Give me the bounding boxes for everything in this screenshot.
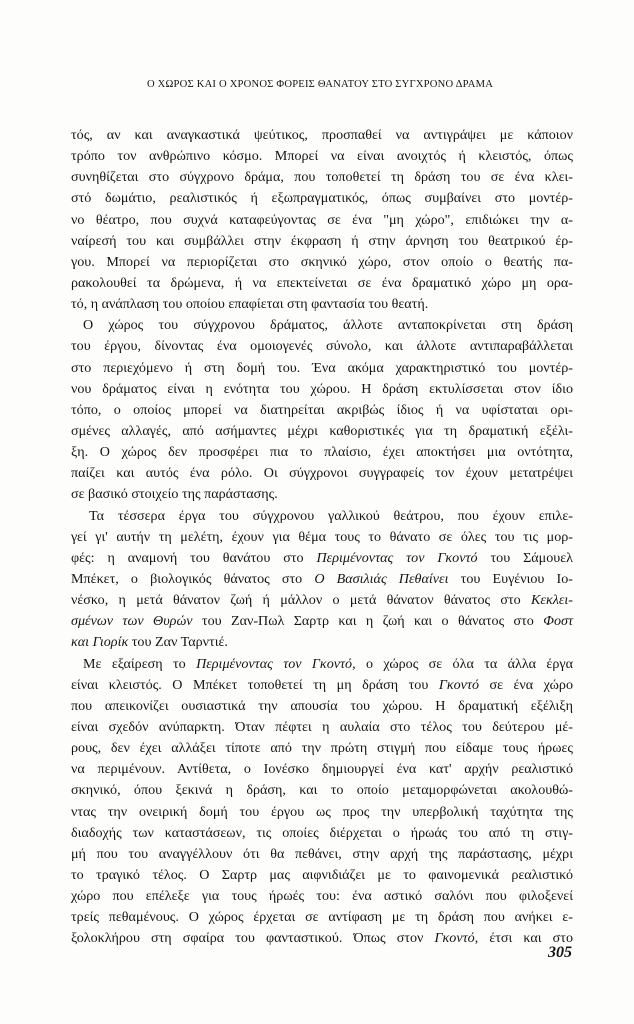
text-segment: του Ευγένιου Ιο- bbox=[448, 570, 573, 587]
text-line bbox=[71, 802, 573, 823]
text-line bbox=[71, 675, 573, 696]
text-segment: στό δωμάτιο, ρεαλιστικός ή εξωπραγματικός, όπως συμβαίνει στο μοντέρ- bbox=[71, 190, 573, 207]
text-line bbox=[71, 886, 573, 907]
text-line bbox=[71, 315, 573, 336]
text-segment: ρους, δεν έχει αλλάξει τίποτε από την πρώτη στιγμή που είδαμε τους ήρωες bbox=[71, 740, 573, 757]
text-line bbox=[71, 400, 573, 421]
text-line bbox=[71, 527, 573, 548]
text-segment: , ο χώρος σε όλα τα άλλα έργα bbox=[352, 655, 573, 672]
page-number: 305 bbox=[548, 944, 572, 961]
text-line bbox=[71, 125, 573, 146]
text-line bbox=[71, 907, 573, 928]
text-line bbox=[71, 548, 573, 569]
text-line bbox=[71, 463, 573, 484]
text-line bbox=[71, 632, 573, 653]
text-segment: , έτσι και στο bbox=[474, 930, 573, 947]
text-line bbox=[71, 590, 573, 611]
text-line bbox=[71, 421, 573, 442]
text-segment: είναι κλειστός. Ο Μπέκετ τοποθετεί τη μη δράση του bbox=[71, 676, 439, 693]
text-segment: σκηνικό, όπου ξεκινά η δράση, και το οποίο μεταμορφώνεται ακολουθώ- bbox=[71, 782, 573, 799]
text-line bbox=[71, 167, 573, 188]
text-segment: ντας την ονειρική δομή του έργου ως προς την υπερβολική ταχύτητα της bbox=[71, 803, 573, 820]
text-line bbox=[71, 188, 573, 209]
text-line bbox=[71, 844, 573, 865]
text-line bbox=[71, 696, 573, 717]
text-line bbox=[71, 759, 573, 780]
text-segment: τός, αν και αναγκαστικά ψεύτικος, προσπαθεί να αντιγράψει με κάποιον bbox=[71, 127, 573, 143]
text-line bbox=[71, 252, 573, 273]
text-segment: τρόπο τον ανθρώπινο κόσμο. Μπορεί να είναι ανοιχτός ή κλειστός, όπως bbox=[71, 148, 573, 165]
italic-title: σμένων των Θυρών bbox=[71, 613, 193, 630]
text-line bbox=[71, 231, 573, 252]
text-line bbox=[71, 358, 573, 379]
text-segment: νο θέατρο, που συχνά καταφεύγοντας σε ένα "μη χώρο", επιδιώκει την α- bbox=[71, 211, 573, 228]
text-segment: σε ένα χώρο bbox=[479, 676, 573, 693]
text-segment: ρακολουθεί τα δρώμενα, ή να επεκτείνεται σε ένα δραματικό χώρο μη ορα- bbox=[71, 274, 573, 291]
text-line bbox=[71, 294, 573, 315]
text-segment: ναίρεσή του και συμβάλλει στην έκφραση ή στην άρνηση του θεατρικού έρ- bbox=[71, 232, 573, 249]
text-segment: χώρο που επέλεξε για τους ήρωές του: ένα αστικό σαλόνι που φιλοξενεί bbox=[71, 888, 573, 905]
text-segment: του Σάμουελ bbox=[477, 549, 574, 566]
text-segment: είναι σχεδόν ανύπαρκτη. Όταν πέφτει η αυλαία στο τέλος του δεύτερου μέ- bbox=[71, 718, 573, 735]
text-segment: του έργου, δίνοντας ένα ομοιογενές σύνολο, και άλλοτε αντιπαραβάλλεται bbox=[71, 338, 573, 355]
text-segment: που απεικονίζει ουσιαστικά την απουσία του χώρου. Η δραματική εξέλιξη bbox=[71, 697, 573, 714]
text-line bbox=[71, 506, 573, 527]
text-segment: γου. Μπορεί να περιορίζεται στο σκηνικό χώρο, στον οποίο ο θεατής πα- bbox=[71, 253, 573, 270]
text-segment: παίζει και αυτός ένα ρόλο. Οι σύγχρονοι συγγραφείς τον έχουν μετατρέψει bbox=[71, 465, 573, 482]
text-segment: του Ζαν Ταρντιέ. bbox=[128, 634, 228, 651]
text-segment: τρείς πεθαμένους. Ο χώρος έρχεται σε αντίφαση με τη δράση που ανήκει ε- bbox=[71, 909, 573, 926]
text-line bbox=[71, 273, 573, 294]
text-segment: γεί γι' αυτήν τη μελέτη, έχουν για θέμα τους το θάνατο σε όλες του τις μορ- bbox=[71, 528, 573, 545]
text-line bbox=[71, 484, 573, 505]
text-segment: νέσκο, η μετά θάνατον ζωή ή μάλλον ο μετά θάνατον θάνατος στο bbox=[71, 592, 531, 609]
text-line bbox=[71, 146, 573, 167]
text-segment: του Ζαν-Πωλ Σαρτρ και η ζωή και ο θάνατος στο bbox=[192, 613, 544, 630]
text-segment: ξολοκλήρου στη σφαίρα του φανταστικού. Όπως στον bbox=[71, 930, 435, 947]
text-segment: ξη. Ο χώρος δεν προσφέρει πια το πλαίσιο, έχει αποκτήσει μια οντότητα, bbox=[71, 444, 573, 461]
body-text bbox=[71, 125, 573, 949]
text-segment: Με εξαίρεση το bbox=[83, 655, 197, 672]
text-line bbox=[71, 928, 573, 949]
text-line bbox=[71, 865, 573, 886]
text-segment: Τα τέσσερα έργα του σύγχρονου γαλλικού θεάτρου, που έχουν επιλε- bbox=[89, 507, 573, 524]
text-line bbox=[71, 717, 573, 738]
text-line bbox=[71, 738, 573, 759]
text-segment: τό, η ανάπλαση του οποίου επαφίεται στη φαντασία του θεατή. bbox=[71, 296, 429, 313]
italic-title: Περιμένοντας τον Γκοντό bbox=[316, 549, 478, 566]
text-segment: σε βασικό στοιχείο της παράστασης. bbox=[71, 486, 278, 503]
text-line bbox=[71, 569, 573, 590]
italic-title: Ο Βασιλιάς Πεθαίνει bbox=[314, 570, 449, 587]
text-line bbox=[71, 336, 573, 357]
italic-title: Φοστ bbox=[543, 613, 573, 630]
text-segment: Ο χώρος του σύγχρονου δράματος, άλλοτε ανταποκρίνεται στη δράση bbox=[83, 317, 573, 334]
text-segment: να περιμένουν. Αντίθετα, ο Ιονέσκο δημιουργεί ένα κατ' αρχήν ρεαλιστικό bbox=[71, 761, 573, 778]
italic-title: και Γιορίκ bbox=[71, 634, 129, 651]
running-head: Ο ΧΩΡΟΣ ΚΑΙ Ο ΧΡΟΝΟΣ ΦΟΡΕΙΣ ΘΑΝΑΤΟΥ ΣΤΟ ΣΥΓΧΡΟΝΟ ΔΡΑΜΑ bbox=[146, 79, 494, 90]
text-line bbox=[71, 442, 573, 463]
text-segment: σμένες αλλαγές, από ασήμαντες μέχρι καθοριστικές για τη δραματική εξέλι- bbox=[71, 422, 573, 439]
text-segment: νου δράματος είναι η ενότητα του χώρου. Η δράση εκτυλίσσεται στον ίδιο bbox=[71, 380, 573, 397]
text-segment: φές: η αναμονή του θανάτου στο bbox=[71, 549, 317, 566]
italic-title: Γκοντό bbox=[434, 930, 475, 947]
text-segment: το τραγικό τέλος. Ο Σαρτρ μας αιφνιδιάζει με το φαινομενικά ρεαλιστικό bbox=[71, 866, 573, 883]
italic-title: Κεκλει- bbox=[531, 592, 573, 609]
text-segment: στο περιεχόμενο ή στη δομή του. Ένα ακόμα χαρακτηριστικό του μοντέρ- bbox=[71, 359, 573, 376]
text-line bbox=[71, 654, 573, 675]
text-segment: διαδοχής των καταστάσεων, τις οποίες διέρχεται ο ήρωάς του από τη στιγ- bbox=[71, 824, 573, 841]
text-line bbox=[71, 780, 573, 801]
text-segment: μή που του αναγγέλλουν ότι θα πεθάνει, στην αρχή της παράστασης, μέχρι bbox=[71, 845, 573, 862]
italic-title: Περιμένοντας τον Γκοντό bbox=[196, 655, 353, 672]
text-segment: τόπο, ο οποίος μπορεί να διατηρείται ακριβώς ίδιος ή να υφίσταται ορι- bbox=[71, 401, 573, 418]
text-segment: συνηθίζεται στο σύγχρονο δράμα, που τοποθετεί τη δράση του σε ένα κλει- bbox=[71, 169, 573, 186]
text-line bbox=[71, 210, 573, 231]
text-line bbox=[71, 379, 573, 400]
text-line bbox=[71, 823, 573, 844]
text-segment: Μπέκετ, ο βιολογικός θάνατος στο bbox=[71, 570, 315, 587]
italic-title: Γκοντό bbox=[438, 676, 479, 693]
text-line bbox=[71, 611, 573, 632]
